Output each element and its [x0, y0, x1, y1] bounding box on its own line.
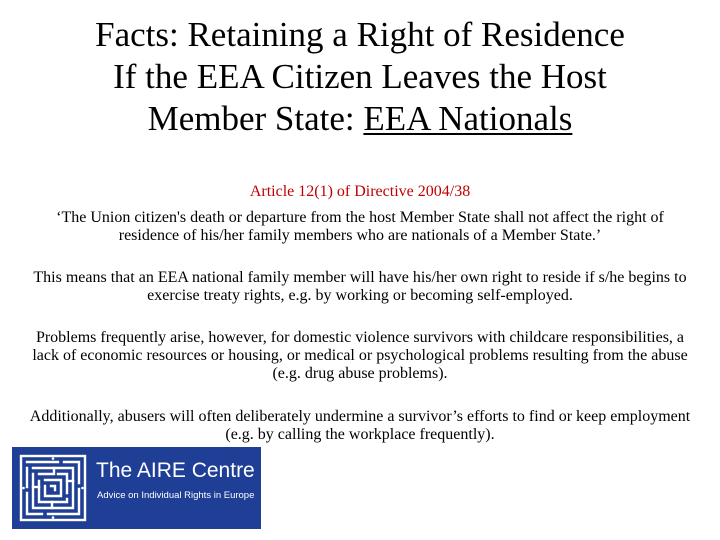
- slide-title: [20, 14, 700, 140]
- title-underlined-term: EEA Nationals: [363, 99, 573, 138]
- quoted-provision: ‘The Union citizen's death or departure from the host Member State shall not affect the right of residence of his/her family members who are nationals of a Member State.’: [56, 209, 664, 244]
- title-line-3-prefix: Member State:: [147, 99, 364, 138]
- article-reference: Article 12(1) of Directive 2004/38: [249, 183, 471, 200]
- problems-paragraph: Problems frequently arise, however, for domestic violence survivors with childcare responsibilities, a lack of economic resources or housing, or medical or psychological problems resulting from the abuse (e.g. drug abuse problems).: [32, 329, 688, 382]
- aire-centre-logo: [12, 447, 261, 529]
- abusers-paragraph: Additionally, abusers will often deliberately undermine a survivor’s efforts to find or keep employment (e.g. by calling the workplace frequently).: [29, 408, 691, 443]
- title-line-3: [20, 98, 700, 140]
- title-line-1: Facts: Retaining a Right of Residence: [95, 15, 625, 54]
- logo-name: The AIRE Centre: [96, 459, 255, 482]
- explanation-paragraph: This means that an EEA national family member will have his/her own right to reside if s/he begins to exercise treaty rights, e.g. by working or becoming self-employed.: [33, 269, 687, 304]
- maze-emblem-icon: [18, 453, 88, 523]
- title-line-2: If the EEA Citizen Leaves the Host: [113, 57, 607, 96]
- logo-tagline: Advice on Individual Rights in Europe: [97, 490, 255, 501]
